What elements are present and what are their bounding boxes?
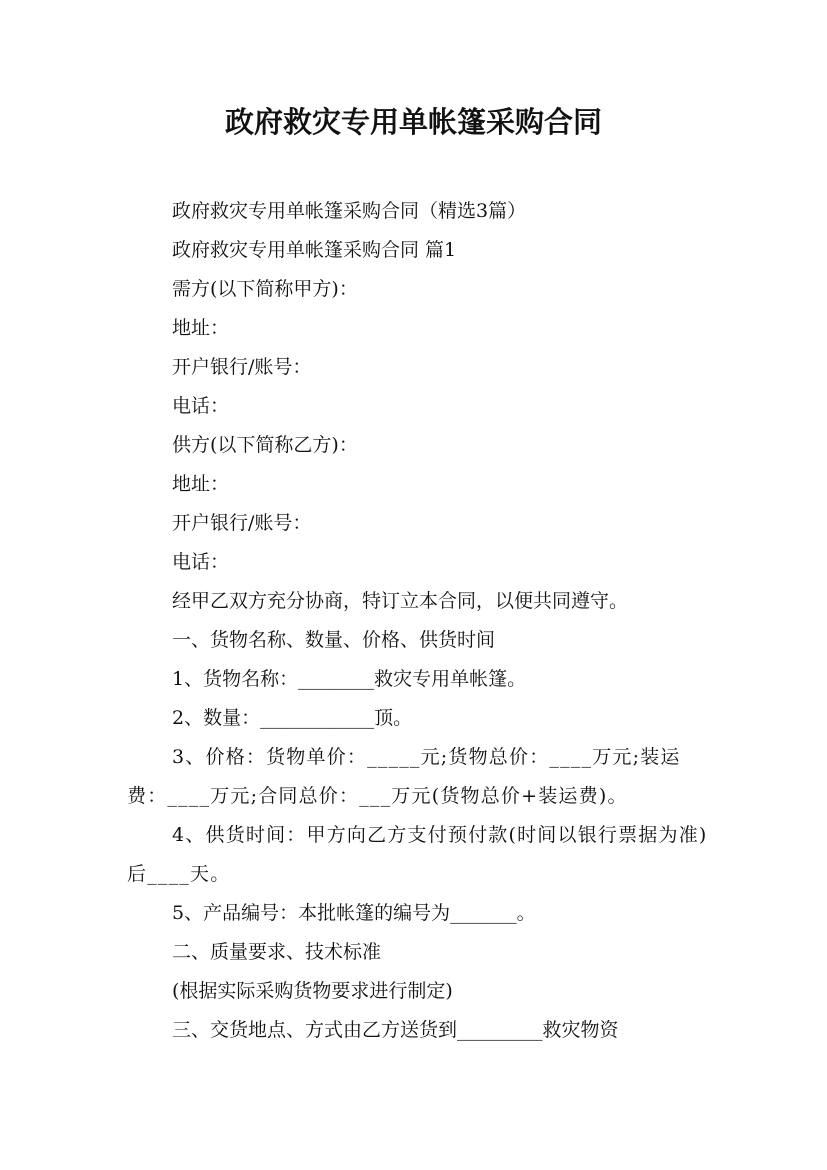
- paragraph: 经甲乙双方充分协商，特订立本合同，以便共同遵守。: [172, 590, 629, 612]
- paragraph: 1、货物名称：________救灾专用单帐篷。: [172, 668, 527, 690]
- paragraph: 需方(以下简称甲方)：: [172, 278, 358, 300]
- paragraph: 政府救灾专用单帐篷采购合同（精选3篇）: [172, 200, 527, 222]
- paragraph: 3、价格：货物单价：_____元;货物总价：____万元;装运费：____万元;合同总价：___万元(货物总价+装运费)。: [127, 746, 681, 807]
- paragraph: 政府救灾专用单帐篷采购合同 篇1: [172, 239, 457, 261]
- paragraph: (根据实际采购货物要求进行制定): [172, 980, 453, 1002]
- paragraph: 开户银行/账号：: [172, 512, 312, 534]
- paragraph: 供方(以下简称乙方)：: [172, 434, 358, 456]
- paragraph: 地址：: [172, 317, 230, 339]
- paragraph: 地址：: [172, 473, 230, 495]
- paragraph: 5、产品编号：本批帐篷的编号为_______。: [172, 902, 536, 924]
- paragraph: 4、供货时间：甲方向乙方支付预付款(时间以银行票据为准)后____天。: [127, 824, 708, 885]
- paragraph: 2、数量：____________顶。: [172, 707, 413, 729]
- paragraph: 电话：: [172, 395, 230, 417]
- paragraph: 二、质量要求、技术标准: [172, 941, 382, 963]
- paragraph: 三、交货地点、方式由乙方送货到_________救灾物资: [172, 1019, 619, 1041]
- paragraph: 电话：: [172, 551, 230, 573]
- document-body: [127, 192, 717, 1050]
- paragraph: 一、货物名称、数量、价格、供货时间: [172, 629, 496, 651]
- paragraph: 开户银行/账号：: [172, 356, 312, 378]
- document-title: 政府救灾专用单帐篷采购合同: [224, 105, 602, 139]
